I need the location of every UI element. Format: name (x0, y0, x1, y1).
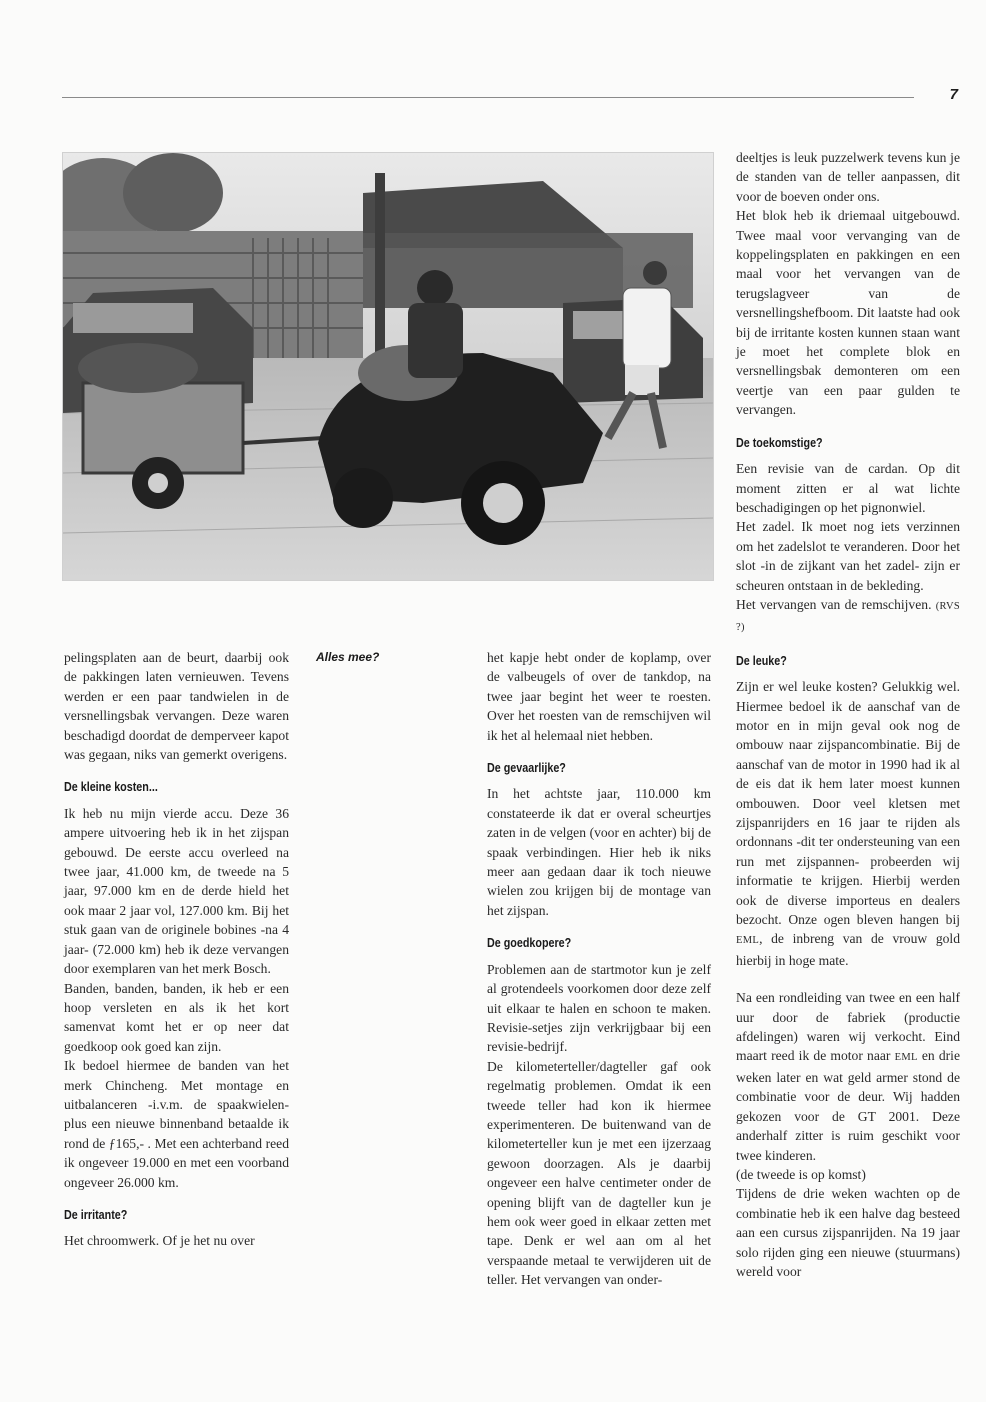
heading-toekomstige: De toekomstige? (736, 435, 823, 450)
column-1 (64, 648, 289, 1251)
paragraph: pelingsplaten aan de beurt, daarbij ook de pakkingen laten vernieuwen. Tevens werden er een paar tandwielen in de versnellingsbak vervangen. Deze waren beschadigd doordat de demperveer kapot was gegaan, niks van gemerkt overigens. (64, 650, 289, 763)
eml-abbrev: EML (894, 1052, 918, 1064)
article-photo (62, 152, 714, 581)
column-2 (487, 648, 711, 1290)
paragraph-text: Na een rondleiding van twee en een half uur door de fabriek (productie afdelingen) waren wij verkocht. Eind maart reed ik de motor naar (736, 990, 960, 1064)
paragraph: De kilometerteller/dagteller gaf ook regelmatig problemen. Omdat ik een tweede teller had kon ik hiermee experimenteren. De buitenwand van de kilometerteller kun je met een ijzerzaag gewoon doorzagen. Als je daarbij ongeveer een halve centimeter onder de opening blijft van de dagteller kun je hem ook weer goed in elkaar zetten met tape. Denk er wel aan om al het verspaande metaal te verwijderen uit de teller. Het vervangen van onder- (487, 1058, 711, 1288)
eml-abbrev: EML (736, 935, 760, 947)
paragraph: Een revisie van de cardan. Op dit moment zitten er al wat lichte beschadigingen op het pignonwiel. (736, 461, 960, 515)
paragraph: In het achtste jaar, 110.000 km constateerde ik dat er overal scheurtjes zaten in de velgen (voor en achter) bij de spaak verbindingen. Hier heb ik niks meer aan gedaan daar ik toch nieuwe wielen zou krijgen bij de montage van het zijspan. (487, 786, 711, 918)
paragraph (736, 988, 960, 1165)
heading-kleine-kosten: De kleine kosten... (64, 780, 158, 795)
heading-gevaarlijke: De gevaarlijke? (487, 761, 566, 776)
paragraph: Het chroomwerk. Of je het nu over (64, 1233, 255, 1249)
paragraph (736, 595, 960, 638)
paragraph: Banden, banden, banden, ik heb er een hoop versleten en als ik het kort samenvat komt het er op neer dat goedkoop ook goed kan zijn. (64, 980, 289, 1054)
column-3 (736, 148, 960, 1281)
paragraph: Ik bedoel hiermee de banden van het merk Chincheng. Met montage en uitbalanceren -i.v.m. de spaakwielen- plus een nieuwe binnenband betaalde ik rond de ƒ165,- . Met een achterband reed ik ongeveer 19.000 en met een voorband ongeveer 26.000 km. (64, 1058, 289, 1190)
paragraph-text: Het vervangen van de remschijven. (736, 596, 932, 612)
paragraph (736, 677, 960, 970)
heading-leuke: De leuke? (736, 653, 787, 668)
paragraph: het kapje hebt onder de koplamp, over de valbeugels of over de tankdop, na twee jaar begint het weer te roesten. Over het roesten van de remschijven wil ik het al helemaal niet hebben. (487, 650, 711, 743)
paragraph: Het zadel. Ik moet nog iets verzinnen om het zadelslot te veranderen. Door het slot -in de zijkant van het zadel- zijn er scheuren ontstaan in de bekleding. (736, 519, 960, 593)
paragraph-text: Zijn er wel leuke kosten? Gelukkig wel. Hiermee bedoel ik de aanschaf van de motor en in mijn geval ook nog de ombouw naar zijspancombinatie. Bij de aanschaf van de motor in 1990 had ik al de eis dat ik hem later moest kunnen ombouwen. Door veel kletsen met zijspanrijders en 16 jaar te rijden als ordonnans -dit ter ondersteuning van een run met zijspannen- probeerden wij informatie te krijgen. Hierbij werden ook de diverse importeus en dealers bezocht. Onze ogen bleven hangen bij (736, 679, 960, 928)
paragraph-gap (736, 970, 960, 988)
paragraph: Tijdens de drie weken wachten op de combinatie heb ik een halve dag besteed aan een cursus zijspanrijden. Na 19 jaar solo rijden ging een nieuwe (stuurmans) wereld voor (736, 1186, 960, 1279)
paragraph: (de tweede is op komst) (736, 1166, 866, 1182)
paragraph: Problemen aan de startmotor kun je zelf al grotendeels voorkomen door deze zelf uit elkaar te halen en schoon te maken. Revisie-setjes zijn verkrijgbaar bij een revisie-bedrijf. (487, 961, 711, 1055)
page-number: 7 (949, 86, 958, 103)
paragraph-text: , de inbreng van de vrouw gold hierbij in hoge mate. (736, 931, 960, 968)
paragraph: Ik heb nu mijn vierde accu. Deze 36 ampere uitvoering heb ik in het zijspan gebouwd. De eerste accu overleed na twee jaar, 41.000 km, de tweede na 5 jaar, 97.000 km en de derde hield het ook maar 2 jaar vol, 127.000 km. Bij het stuk gaan van de originele bobines -na 4 jaar- (72.000 km) heb ik deze vervangen door exemplaren van het merk Bosch. (64, 805, 289, 977)
paragraph: Het blok heb ik driemaal uitgebouwd. Twee maal voor vervanging van de koppelingsplaten en pakkingen en een maal voor het vervangen van de terugslagveer van de versnellingshefboom. Dit laatste had ook bij de irritante kosten kunnen staan want je moet het complete blok en versnellingsbak demonteren om een veertje van een paar gulden te vervangen. (736, 208, 960, 418)
paragraph: deeltjes is leuk puzzelwerk tevens kun je de standen van de teller aanpassen, dit voor de boeven onder ons. (736, 150, 960, 204)
column-label-alles-mee: Alles mee? (316, 650, 380, 664)
paragraph-text: en drie weken later en wat geld armer stond de combinatie voor de deur. Wij hadden gekozen voor de GT 2001. Deze anderhalf zitter is ruim geschikt voor twee kinderen. (736, 1048, 960, 1163)
rvs-note: (RVS ?) (736, 600, 960, 634)
heading-goedkopere: De goedkopere? (487, 936, 572, 951)
heading-irritante: De irritante? (64, 1207, 128, 1222)
sidecar-photo-illustration (63, 153, 713, 580)
header-rule (62, 97, 914, 98)
